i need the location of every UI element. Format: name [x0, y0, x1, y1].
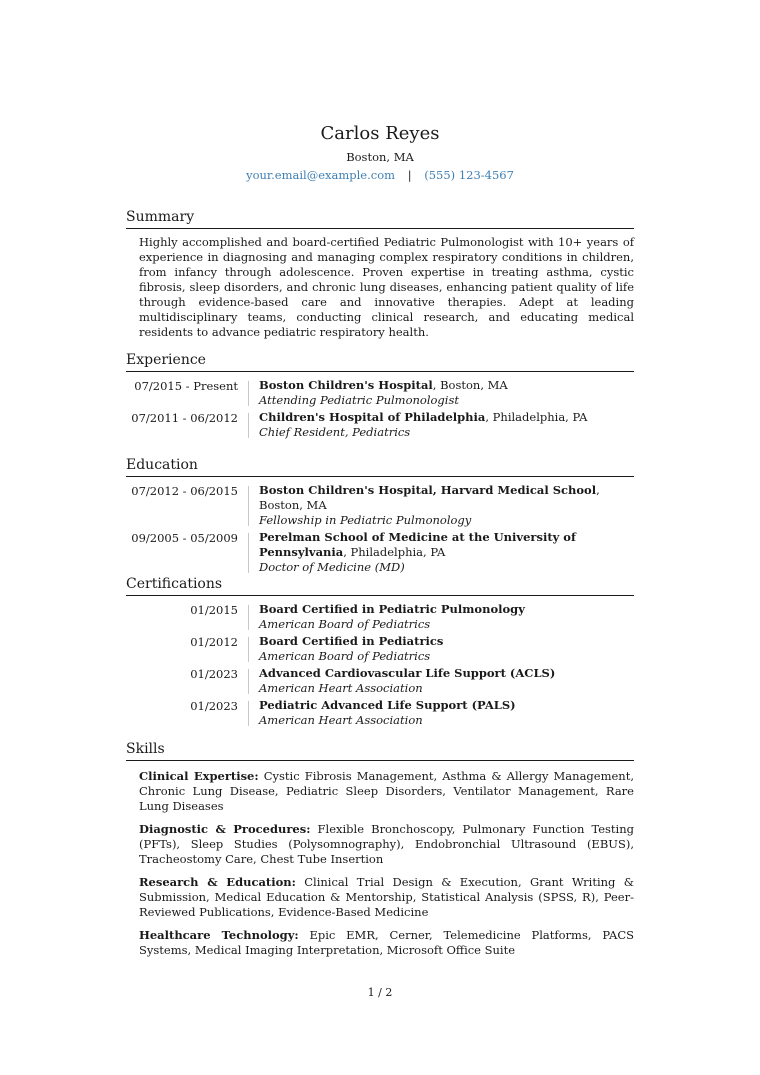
entry-divider: [248, 533, 249, 573]
entry-details: [259, 530, 634, 575]
entry-role: Attending Pediatric Pulmonologist: [259, 393, 459, 407]
certification-entry: [126, 634, 634, 664]
phone-link[interactable]: (555) 123-4567: [424, 168, 514, 182]
entry-details: [259, 602, 634, 632]
contact-separator: |: [407, 168, 412, 182]
entry-location: , Philadelphia, PA: [343, 545, 446, 559]
education-entry: [126, 530, 634, 575]
entry-details: [259, 410, 634, 440]
certification-issuer: American Board of Pediatrics: [259, 649, 431, 663]
entry-divider: [248, 637, 249, 662]
skill-label: Diagnostic & Procedures:: [139, 822, 311, 836]
skill-group: [139, 822, 634, 867]
certification-name: Board Certified in Pediatrics: [259, 634, 444, 648]
entry-organization: Perelman School of Medicine at the University of Pennsylvania: [259, 530, 576, 559]
skill-text: Cystic Fibrosis Management, Asthma & Allergy Management, Chronic Lung Disease, Pediatric Sleep Disorders, Ventilator Management, Rare Lung Diseases: [139, 769, 634, 813]
entry-divider: [248, 701, 249, 726]
candidate-name: Carlos Reyes: [320, 123, 440, 144]
entry-date: 01/2015: [190, 603, 238, 617]
entry-details: [259, 378, 634, 408]
entry-divider: [248, 413, 249, 438]
entry-divider: [248, 605, 249, 630]
certification-entry: [126, 698, 634, 728]
education-list: [126, 483, 634, 575]
entry-organization: Boston Children's Hospital, Harvard Medical School: [259, 483, 597, 497]
skill-text: Epic EMR, Cerner, Telemedicine Platforms, PACS Systems, Medical Imaging Interpretation, Microsoft Office Suite: [139, 928, 634, 957]
entry-details: [259, 698, 634, 728]
section-title-experience: Experience: [126, 351, 634, 372]
entry-location: , Boston, MA: [432, 378, 508, 392]
certification-issuer: American Heart Association: [259, 681, 423, 695]
certification-issuer: American Board of Pediatrics: [259, 617, 431, 631]
skills-list: [126, 769, 634, 958]
experience-entry: [126, 378, 634, 408]
skill-label: Clinical Expertise:: [139, 769, 259, 783]
page-number: 1 / 2: [367, 986, 393, 999]
entry-date: 01/2023: [190, 667, 238, 681]
entry-divider: [248, 669, 249, 694]
entry-date: 07/2011 - 06/2012: [131, 411, 238, 425]
certification-issuer: American Heart Association: [259, 713, 423, 727]
entry-date: 07/2015 - Present: [134, 379, 238, 393]
entry-date: 09/2005 - 05/2009: [131, 531, 238, 545]
certification-entry: [126, 602, 634, 632]
entry-details: [259, 483, 634, 528]
skills-section: [126, 740, 634, 966]
email-link[interactable]: your.email@example.com: [246, 168, 396, 182]
summary-text: Highly accomplished and board-certified Pediatric Pulmonologist with 10+ years of experience in diagnosing and managing complex respiratory conditions in children, from infancy through adolescence. Proven expertise in treating asthma, cystic fibrosis, sleep disorders, and chronic lung diseases, enhancing patient quality of life through evidence-based care and innovative therapies. Adept at leading multidisciplinary teams, conducting clinical research, and educating medical residents to advance pediatric respiratory health.: [139, 235, 634, 339]
skill-label: Healthcare Technology:: [139, 928, 299, 942]
entry-details: [259, 634, 634, 664]
certification-name: Advanced Cardiovascular Life Support (ACLS): [259, 666, 556, 680]
entry-degree: Fellowship in Pediatric Pulmonology: [259, 513, 472, 527]
skill-group: [139, 769, 634, 814]
skill-label: Research & Education:: [139, 875, 296, 889]
certification-entry: [126, 666, 634, 696]
certification-name: Pediatric Advanced Life Support (PALS): [259, 698, 516, 712]
section-title-certifications: Certifications: [126, 575, 634, 596]
experience-entry: [126, 410, 634, 440]
section-title-education: Education: [126, 456, 634, 477]
section-title-skills: Skills: [126, 740, 634, 761]
skill-text: Flexible Bronchoscopy, Pulmonary Function Testing (PFTs), Sleep Studies (Polysomnography), Endobronchial Ultrasound (EBUS), Tracheostomy Care, Chest Tube Insertion: [139, 822, 634, 866]
certifications-section: [126, 575, 634, 730]
skill-group: [139, 928, 634, 958]
entry-date: 01/2023: [190, 699, 238, 713]
entry-details: [259, 666, 634, 696]
entry-date: 01/2012: [190, 635, 238, 649]
contact-line: [0, 168, 760, 183]
entry-divider: [248, 381, 249, 406]
entry-location: , Philadelphia, PA: [485, 410, 588, 424]
entry-organization: Children's Hospital of Philadelphia: [259, 410, 486, 424]
resume-header: [0, 122, 760, 183]
entry-organization: Boston Children's Hospital: [259, 378, 433, 392]
certifications-list: [126, 602, 634, 728]
entry-divider: [248, 486, 249, 526]
experience-list: [126, 378, 634, 440]
summary-section: [126, 208, 634, 340]
entry-location: , Boston, MA: [259, 483, 600, 512]
skill-text: Clinical Trial Design & Execution, Grant Writing & Submission, Medical Education & Mentorship, Statistical Analysis (SPSS, R), Peer-Reviewed Publications, Evidence-Based Medicine: [139, 875, 634, 919]
skill-group: [139, 875, 634, 920]
certification-name: Board Certified in Pediatric Pulmonology: [259, 602, 525, 616]
candidate-location: Boston, MA: [346, 150, 414, 164]
section-title-summary: Summary: [126, 208, 634, 229]
entry-date: 07/2012 - 06/2015: [131, 484, 238, 498]
experience-section: [126, 351, 634, 442]
education-section: [126, 456, 634, 577]
education-entry: [126, 483, 634, 528]
entry-role: Chief Resident, Pediatrics: [259, 425, 411, 439]
entry-degree: Doctor of Medicine (MD): [259, 560, 405, 574]
